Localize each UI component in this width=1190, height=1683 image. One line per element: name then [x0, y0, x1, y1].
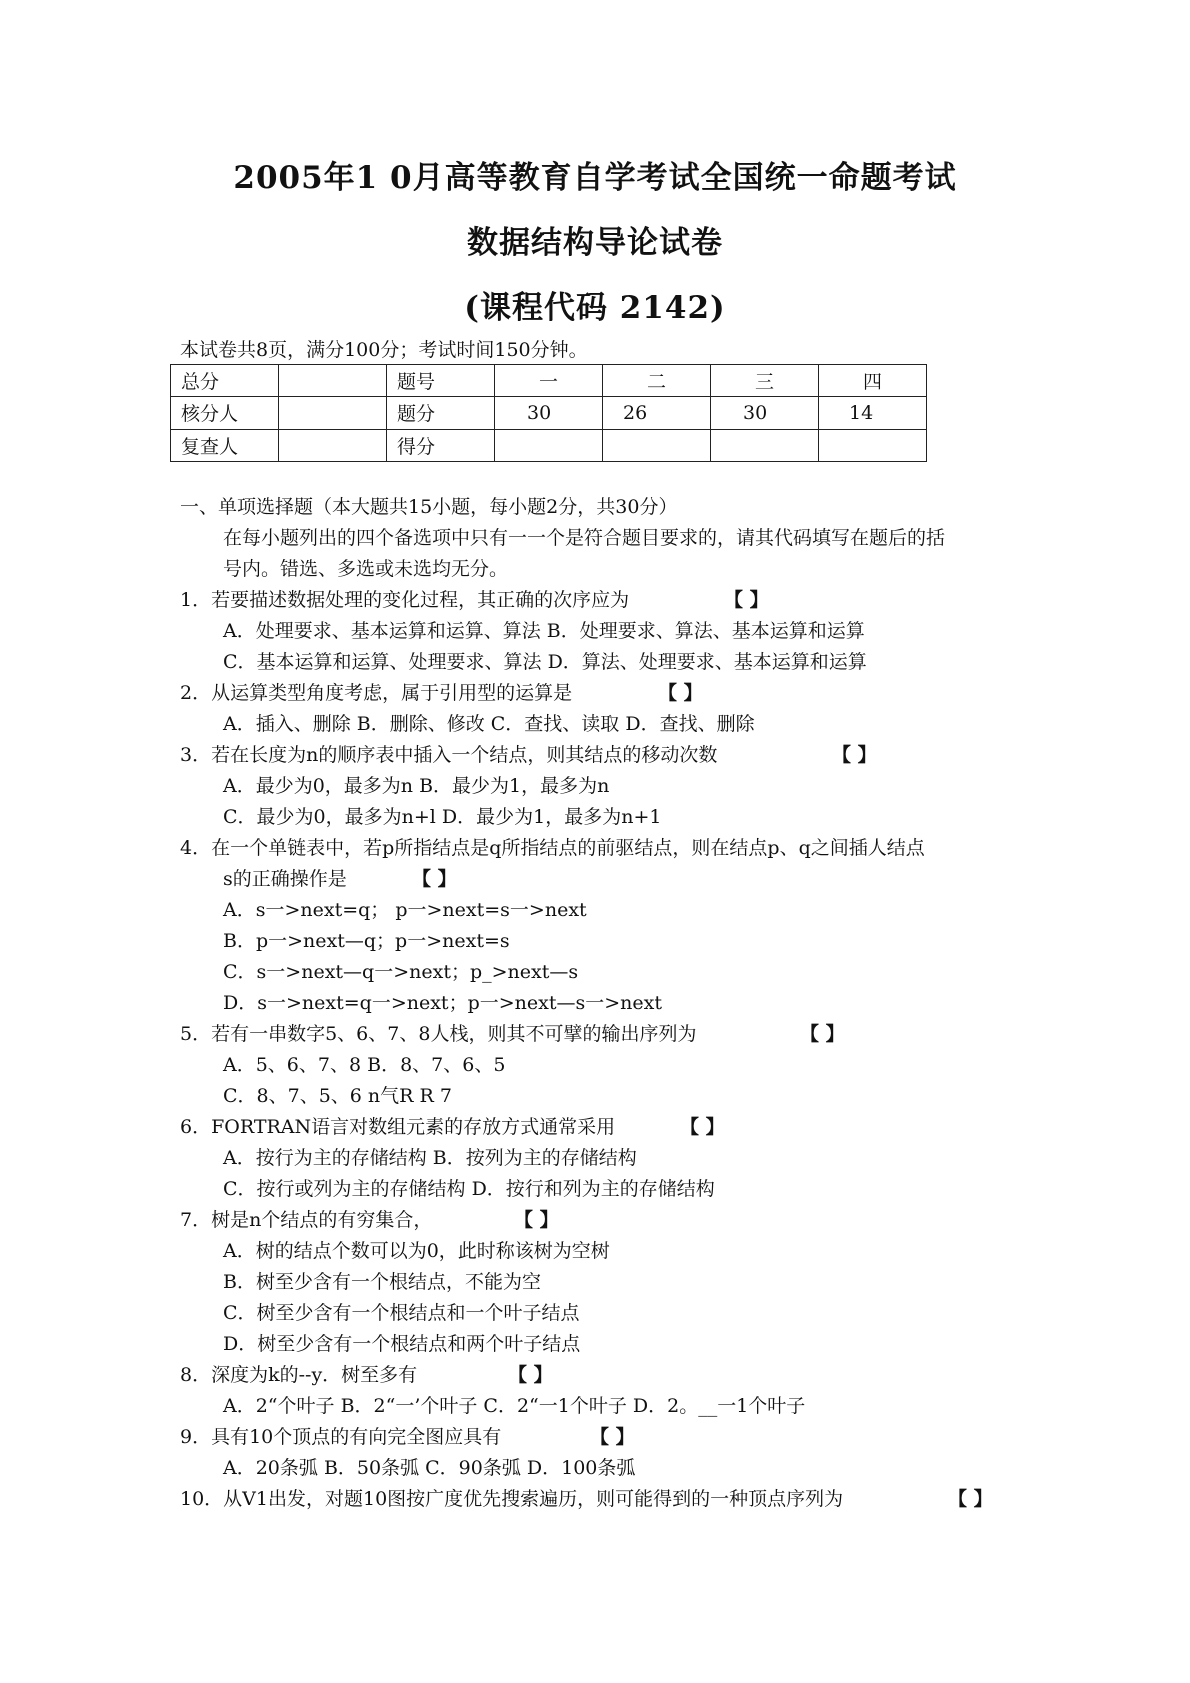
course-code: (课程代码 2142) [464, 290, 726, 326]
question-option: C．基本运算和运算、处理要求、算法 D．算法、处理要求、基本运算和运算 [223, 651, 867, 673]
table-cell: 核分人 [171, 397, 279, 429]
table-cell: 总分 [171, 365, 279, 397]
answer-bracket: 【 】 [412, 868, 457, 890]
table-cell: 二 [603, 365, 711, 397]
section-instruction: 号内。错选、多选或未选均无分。 [223, 558, 509, 580]
question-option: A．最少为0，最多为n B．最少为1，最多为n [223, 775, 610, 797]
question-option: C．按行或列为主的存储结构 D．按行和列为主的存储结构 [223, 1178, 715, 1200]
answer-bracket: 【 】 [508, 1364, 553, 1386]
table-cell: 30 [711, 397, 819, 429]
table-cell: 题分 [387, 397, 495, 429]
table-cell: 30 [495, 397, 603, 429]
question-3-stem: 3．若在长度为n的顺序表中插入一个结点，则其结点的移动次数 [180, 744, 718, 766]
answer-bracket: 【 】 [724, 589, 769, 611]
answer-bracket: 【 】 [948, 1488, 993, 1510]
question-7-stem: 7．树是n个结点的有穷集合， [180, 1209, 433, 1231]
table-cell: 四 [819, 365, 927, 397]
exam-title: 2005年1 0月高等教育自学考试全国统一命题考试 [233, 160, 957, 196]
question-option: C．最少为0，最多为n+l D．最少为1，最多为n+1 [223, 806, 662, 828]
table-cell [279, 365, 387, 397]
question-4-stem-cont: s的正确操作是 [223, 868, 347, 890]
question-option: A．插入、删除 B．删除、修改 C．查找、读取 D．查找、删除 [223, 713, 755, 735]
table-cell [603, 429, 711, 461]
table-cell: 得分 [387, 429, 495, 461]
question-option: B．p一>next—q；p一>next=s [223, 930, 510, 952]
question-option: C．树至少含有一个根结点和一个叶子结点 [223, 1302, 580, 1324]
table-row [171, 365, 927, 397]
table-cell [711, 429, 819, 461]
question-option: C．s一>next—q一>next；p_>next—s [223, 961, 579, 983]
answer-bracket: 【 】 [590, 1426, 635, 1448]
question-1-stem: 1．若要描述数据处理的变化过程，其正确的次序应为 [180, 589, 630, 611]
table-cell [819, 429, 927, 461]
question-10-stem: 10．从V1出发，对题10图按广度优先搜索遍历，则可能得到的一种顶点序列为 [180, 1488, 844, 1510]
section-heading: 一、单项选择题（本大题共15小题，每小题2分，共30分） [180, 496, 678, 518]
question-4-stem: 4．在一个单链表中，若p所指结点是q所指结点的前驱结点，则在结点p、q之间插人结点 [180, 837, 925, 859]
table-cell [495, 429, 603, 461]
table-row [171, 429, 927, 461]
table-cell: 三 [711, 365, 819, 397]
question-option: C．8、7、5、6 n气R R 7 [223, 1085, 452, 1107]
question-5-stem: 5．若有一串数字5、6、7、8人栈，则其不可擘的输出序列为 [180, 1023, 697, 1045]
question-option: B．树至少含有一个根结点，不能为空 [223, 1271, 541, 1293]
section-instruction: 在每小题列出的四个备选项中只有一一个是符合题目要求的，请其代码填写在题后的括 [223, 527, 946, 549]
question-option: D．s一>next=q一>next；p一>next—s一>next [223, 992, 662, 1014]
table-row [171, 397, 927, 429]
table-cell [279, 397, 387, 429]
answer-bracket: 【 】 [658, 682, 703, 704]
table-cell: 复查人 [171, 429, 279, 461]
table-cell: 14 [819, 397, 927, 429]
question-option: A．处理要求、基本运算和运算、算法 B．处理要求、算法、基本运算和运算 [223, 620, 865, 642]
question-option: A．20条弧 B．50条弧 C．90条弧 D．100条弧 [223, 1457, 636, 1479]
question-option: A．5、6、7、8 B．8、7、6、5 [223, 1054, 506, 1076]
answer-bracket: 【 】 [514, 1209, 559, 1231]
question-option: A．按行为主的存储结构 B．按列为主的存储结构 [223, 1147, 637, 1169]
question-8-stem: 8．深度为k的--y．树至多有 [180, 1364, 418, 1386]
answer-bracket: 【 】 [680, 1116, 725, 1138]
score-table [170, 364, 927, 462]
table-cell: 26 [603, 397, 711, 429]
exam-info: 本试卷共8页，满分100分；考试时间150分钟。 [180, 339, 588, 361]
exam-subject: 数据结构导论试卷 [467, 225, 723, 261]
answer-bracket: 【 】 [832, 744, 877, 766]
table-cell: 一 [495, 365, 603, 397]
question-option: A．树的结点个数可以为0，此时称该树为空树 [223, 1240, 610, 1262]
question-6-stem: 6．FORTRAN语言对数组元素的存放方式通常采用 [180, 1116, 616, 1138]
question-option: A．s一>next=q； p一>next=s一>next [223, 899, 587, 921]
question-option: A．2“个叶子 B．2“一’个叶子 C．2“一1个叶子 D．2。__一1个叶子 [223, 1395, 806, 1417]
table-cell [279, 429, 387, 461]
question-9-stem: 9．具有10个顶点的有向完全图应具有 [180, 1426, 502, 1448]
question-option: D．树至少含有一个根结点和两个叶子结点 [223, 1333, 581, 1355]
table-cell: 题号 [387, 365, 495, 397]
answer-bracket: 【 】 [800, 1023, 845, 1045]
question-2-stem: 2．从运算类型角度考虑，属于引用型的运算是 [180, 682, 573, 704]
